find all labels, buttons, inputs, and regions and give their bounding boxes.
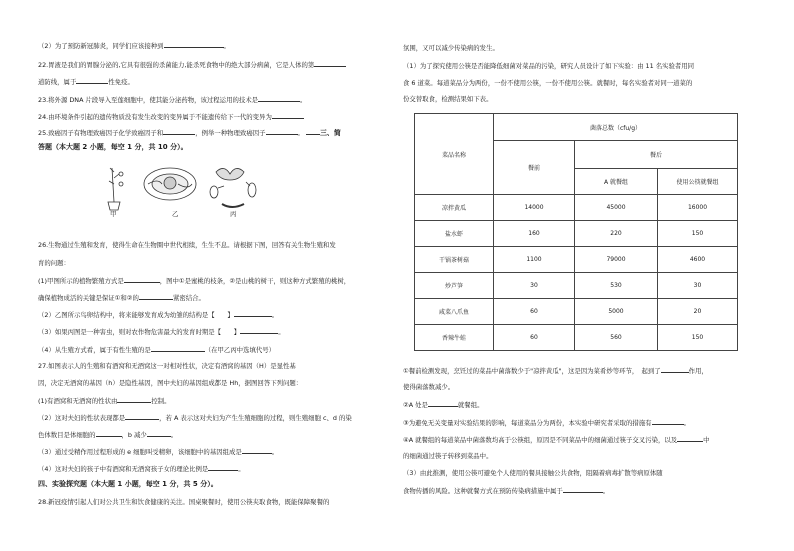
- q22-line-2: 道防线，属于 性免疫。: [38, 78, 134, 86]
- q27-3-line: （3）通过受精作用过程形成的 e 细胞叫受精卵，该细胞中的基因组成是 。: [38, 448, 279, 456]
- header-group-b: 使用公筷就餐组: [658, 169, 738, 195]
- blank[interactable]: [164, 41, 224, 48]
- blank[interactable]: [563, 486, 603, 493]
- table-row: 炒芦笋 30 530 30: [415, 273, 738, 299]
- table-row: 咸菜八爪鱼 60 5000 20: [415, 299, 738, 325]
- section-4-heading: 四、实验探究题（本大题 1 小题，每空 1 分，共 5 分）。: [38, 480, 218, 488]
- blank[interactable]: [151, 345, 205, 352]
- q26-intro-1: 26.生物通过生殖和发育，使得生命在生物圈中世代相续，生生不息。请根据下图，回答有关生物生殖和发: [38, 241, 336, 249]
- q23-line: 23.将外源 DNA 片段导入至莲细胞中，使其能分泌药物，该过程运用的技术是 。: [38, 96, 307, 104]
- q26-2-line: （2）乙图所示鸟卵结构中，将来能够发育成为幼雏的结构是【 】 。: [38, 311, 279, 319]
- intro-line-1: （1）为了探究使用公筷是否能降低细菌对菜品的污染，研究人员设计了如下实验：由 11 名实验者用同: [403, 62, 695, 70]
- q24-line: 24.由环境条件引起的遗传物质没有发生改变的变异属于不能遗传给下一代的变异为: [38, 112, 304, 121]
- blank[interactable]: [117, 396, 151, 403]
- q2-line: ②A 处是 就餐组。: [403, 401, 484, 409]
- biology-figures: [98, 162, 278, 222]
- blank[interactable]: [234, 310, 272, 317]
- fig-label-bing: 丙: [230, 210, 237, 218]
- q21-2-line: （2）为了预防新冠肺炎，同学们应该接种到 。: [38, 42, 230, 50]
- figure-illustration: [98, 162, 278, 222]
- intro-line-2: 食 6 道菜。每道菜品分为两份，一份不使用公筷，一份不使用公筷。就餐时，每名实验者对同一道菜的: [403, 79, 693, 87]
- q26-4-line: （4）从生殖方式看，属于有性生殖的是 （在甲乙丙中选填代号）: [38, 346, 276, 354]
- blank[interactable]: [125, 413, 159, 420]
- blank[interactable]: [652, 418, 684, 425]
- q26-1-line-1: (1)甲图所示的植物繁殖方式是 ，图中①是蜜桃的枝条，②是山桃的树干，则这种方式繁殖的桃树，: [38, 277, 351, 285]
- q4-line-1: ④A 就餐组的每道菜品中菌落数均高于公筷组，原因是不同菜品中的细菌通过筷子交叉污染，以及 中: [403, 436, 710, 444]
- q4-line-2: 的细菌通过筷子转移到菜品中。: [403, 452, 493, 460]
- blank[interactable]: [76, 77, 108, 84]
- blank[interactable]: [208, 464, 238, 471]
- blank[interactable]: [314, 60, 346, 67]
- blank[interactable]: [266, 128, 298, 135]
- results-table: [414, 113, 738, 351]
- q22-line-1: 22.胃液是我们的胃腺分泌的,它具有很强的杀菌能力,能杀死食物中的绝大部分病菌，它是人体的第: [38, 60, 346, 69]
- header-dish: 菜品名称: [415, 114, 494, 195]
- q1-line-1: ①餐前检测发现，烹饪过的菜品中菌落数少于"凉拌黄瓜"，这是因为菜肴炒等环节， 起到了 作用，: [403, 367, 708, 375]
- blank[interactable]: [163, 128, 195, 135]
- blank[interactable]: [258, 95, 300, 102]
- fig-label-jia: 甲: [110, 210, 117, 218]
- blank[interactable]: [147, 430, 171, 437]
- blank[interactable]: [677, 435, 703, 442]
- q27-2-line-2: 色体数目是体细胞的 ，b 减少 。: [38, 431, 178, 439]
- q3-line: ③为避免无关变量对实验结果的影响，每道菜品分为两份，本实验中研究者采取的措施有 。: [403, 419, 690, 427]
- blank[interactable]: [306, 128, 320, 135]
- header-count: 菌落总数（cfu/g）: [494, 114, 738, 141]
- q25-line: 25.致癌因子有物理致癌因子化学致癌因子和 ，例举一种物理致癌因子 。 三、简: [38, 129, 341, 137]
- q26-1-line-2: 确保植物成活的关键是保证①和②的 紧密结合。: [38, 294, 205, 302]
- header-group-a: A 就餐组: [575, 169, 658, 195]
- blank[interactable]: [139, 293, 173, 300]
- q28-line-1: 28.新冠疫情引起人们对公共卫生和饮食健康的关注。国桌聚餐时，使用公筷夹取食物，既能保障聚餐的: [38, 498, 330, 506]
- table-row: 凉拌黄瓜 14000 45000 16000: [415, 195, 738, 221]
- q26-3-line: （3）如果丙图是一种害虫，则对农作物危害最大的发育时期是【 】 。: [38, 328, 285, 336]
- blank[interactable]: [124, 276, 160, 283]
- blank[interactable]: [240, 327, 278, 334]
- section-3-heading: 答题（本大题 2 小题，每空 1 分，共 10 分）。: [38, 143, 188, 151]
- q27-2-line-1: （2）这对夫妇的性状表现都是 ，若 A 表示这对夫妇为产生生殖细胞的过程，则生殖细胞 c、d 的染: [38, 414, 352, 422]
- intro-line-0: 氛围，又可以减少传染病的发生。: [403, 44, 499, 52]
- q26-intro-2: 育的问题：: [38, 259, 70, 267]
- table-row: 盐水虾 160 220 150: [415, 221, 738, 247]
- q5-line-2: 食物传播的风险。这种就餐方式在预防传染病措施中属于 。: [403, 487, 610, 495]
- blank[interactable]: [428, 400, 458, 407]
- fig-label-yi: 乙: [172, 210, 179, 218]
- table-row: 干锅茶树菇 1100 79000 4600: [415, 247, 738, 273]
- intro-line-3: 份交替取食，检测结果如下表。: [403, 95, 493, 103]
- blank[interactable]: [96, 430, 122, 437]
- blank[interactable]: [242, 447, 272, 454]
- q27-1-line: (1)有酒窝和无酒窝的性状由 控制。: [38, 397, 171, 405]
- q27-intro-1: 27.如图表示人的生殖和有酒窝和无酒窝这一对相对性状，决定有酒窝的基因（H）是显性基: [38, 362, 296, 370]
- header-before: 餐前: [494, 141, 575, 195]
- q5-line-1: （3）由此推测，使用公筷可避免个人使用的餐具接触公共食物，阻隔着病毒扩散等病原体随: [403, 469, 663, 477]
- table-row: 香辣牛蛙 60 560 150: [415, 325, 738, 351]
- q27-intro-2: 因，决定无酒窝的基因（h）是隐性基因，图中夫妇的基因组成都是 Hh，据图回答下列问题：: [38, 379, 303, 387]
- q27-4-line: （4）这对夫妇的孩子中有酒窝和无酒窝孩子女的理论比例是 。: [38, 465, 245, 473]
- q1-line-2: 使得菌落数减少。: [403, 383, 455, 391]
- blank[interactable]: [272, 112, 304, 119]
- header-after: 餐后: [575, 141, 738, 169]
- blank[interactable]: [661, 366, 689, 373]
